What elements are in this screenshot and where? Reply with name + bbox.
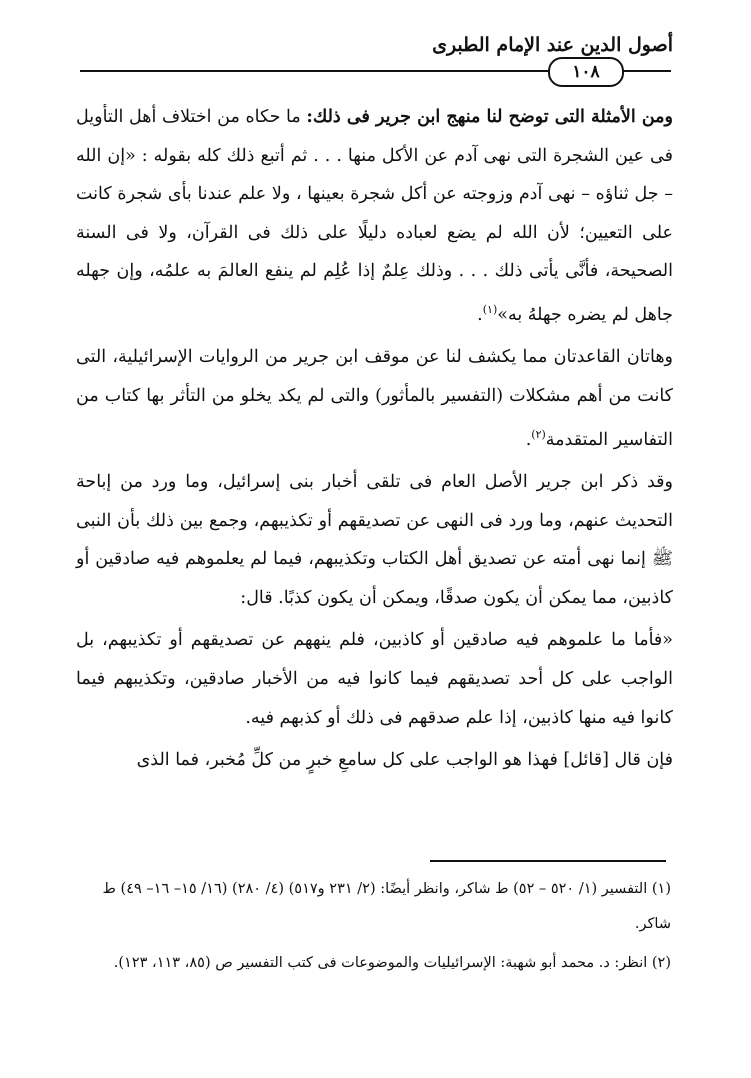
paragraph-1-lead: ومن الأمثلة التى توضح لنا منهج ابن جرير فى ذلك:: [306, 107, 673, 127]
footnote-1: (١) التفسير (١/ ٥٢٠ – ٥٢) ط شاكر، وانظر أيضًا: (٢/ ٢٣١ و٥١٧) (٤/ ٢٨٠) (١٦/ ١٥– ١٦– ٤٩) ط شاكر.: [102, 881, 671, 932]
paragraph-2-end: .: [525, 429, 532, 450]
footnotes: [80, 872, 671, 985]
paragraph-1: [76, 98, 673, 334]
paragraph-5: فإن قال [قائل] فهذا هو الواجب على كل سامعِ خبرٍ من كلِّ مُخبر، فما الذى: [136, 750, 673, 771]
footnote-2: (٢) انظر: د. محمد أبو شهبة: الإسرائيليات والموضوعات فى كتب التفسير ص (٨٥، ١١٣، ١٢٣).: [113, 955, 671, 971]
paragraph-1-text: ما حكاه من اختلاف أهل التأويل فى عين الشجرة التى نهى آدم عن الأكل منها . . . ثم أتبع ذلك كله بقوله : «إن الله – جل ثناؤه – نهى آدم وزوجته عن أكل شجرة بعينها ، ولا علم عندنا بأى شجرة كانت على التعيين؛ لأن الله لم يضع لعباده دليلًا على ذلك فى القرآن، ولا فى السنة الصحيحة، فأنَّى يأتى ذلك . . . وذلك عِلمٌ إذا عُلِم لم ينفع العالمَ به علمُه، وإن جهله جاهل لم يضره جهلهُ به»: [76, 107, 673, 325]
paragraph-2-text: وهاتان القاعدتان مما يكشف لنا عن موقف ابن جرير من الروايات الإسرائيلية، التى كانت من أهم مشكلات (التفسير بالمأثور) والتى لم يكد يخلو من التأثر بها كتاب من التفاسير المتقدمة: [76, 347, 673, 450]
paragraph-1-end: .: [477, 304, 483, 325]
footnote-ref-1: (١): [482, 302, 498, 316]
paragraph-2: [76, 338, 673, 459]
footnote-ref-2: (٢): [531, 427, 546, 441]
page-number: ١٠٨: [548, 57, 624, 87]
paragraph-3: وقد ذكر ابن جرير الأصل العام فى تلقى أخبار بنى إسرائيل، وما ورد من إباحة التحديث عنهم، وما ورد فى النهى عن تصديقهم أو تكذيبهم، وجمع بين ذلك بأن النبى ﷺ إنما نهى أمته عن تصديق أهل الكتاب وتكذيبهم، فيما لم يعلموهم فيه صادقين أو كاذبين، مما يمكن أن يكون صدقًا، ويمكن أن يكون كذبًا. قال:: [76, 472, 673, 608]
running-title: أصول الدين عند الإمام الطبرى: [432, 34, 673, 56]
footnote-rule: [430, 860, 666, 862]
paragraph-4: «فأما ما علموهم فيه صادقين أو كاذبين، فلم ينههم عن تصديقهم أو تكذيبهم، بل الواجب على كل أحد تصديقهم فيما كانوا فيه من الأخبار صادقين، وتكذيبهم فيما كانوا فيه منها كاذبين، إذا علم صدقهم فى ذلك أو كذبهم فيه.: [76, 630, 673, 728]
body-text: [76, 98, 673, 784]
